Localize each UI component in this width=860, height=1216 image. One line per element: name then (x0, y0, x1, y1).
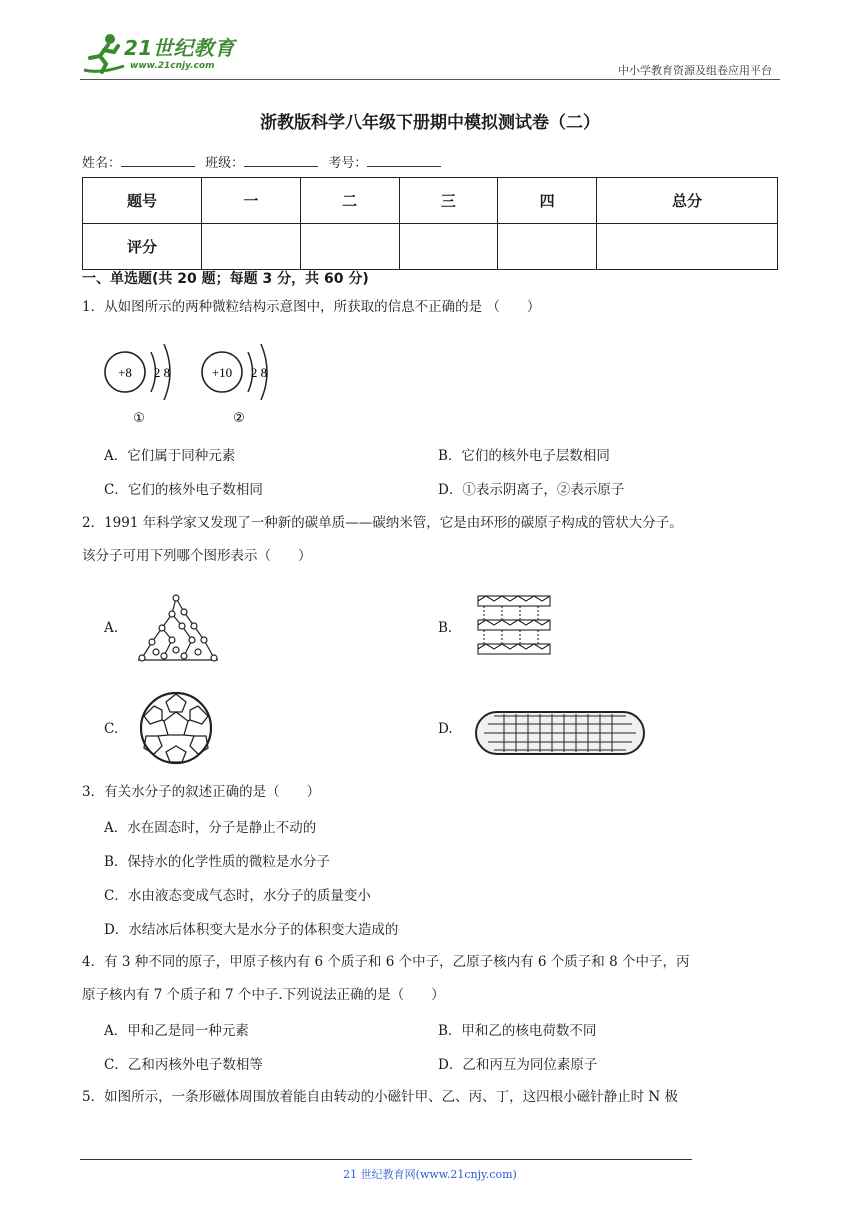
question-2-line-2: 该分子可用下列哪个图形表示（ ） (82, 548, 312, 564)
graphite-layer-image (472, 592, 554, 660)
table-header-cell: 总分 (597, 178, 778, 224)
page-title: 浙教版科学八年级下册期中模拟测试卷（二） (260, 113, 600, 133)
atom-1-label: ① (133, 411, 145, 426)
class-field[interactable] (244, 154, 318, 167)
atom-2 (202, 344, 267, 426)
table-row (83, 178, 778, 224)
fullerene-c60-image (136, 690, 216, 766)
atom-structure-diagram (100, 340, 300, 430)
q1-option-c[interactable]: C．它们的核外电子数相同 (104, 482, 263, 498)
class-label: 班级： (205, 156, 245, 171)
q1-option-a[interactable]: A．它们属于同种元素 (104, 448, 236, 464)
section-heading: 一、单选题(共 20 题；每题 3 分，共 60 分) (82, 271, 369, 287)
q3-option-c[interactable]: C．水由液态变成气态时，水分子的质量变小 (104, 888, 371, 904)
table-header-cell: 题号 (83, 178, 202, 224)
runner-logo-icon (80, 30, 130, 78)
q2-option-a[interactable]: A. (104, 620, 119, 636)
name-field[interactable] (121, 154, 195, 167)
q4-option-a[interactable]: A．甲和乙是同一种元素 (104, 1023, 249, 1039)
question-5-line-1: 5．如图所示，一条形磁体周围放着能自由转动的小磁针甲、乙、丙、丁，这四根小磁针静止时 N 极 (82, 1089, 678, 1105)
score-table (82, 177, 778, 270)
exam-no-field[interactable] (367, 154, 441, 167)
score-row-label: 评分 (83, 224, 202, 270)
atom-1-nucleus: +8 (118, 365, 132, 380)
platform-label: 中小学教育资源及组卷应用平台 (618, 64, 772, 77)
q2-option-b[interactable]: B. (438, 620, 453, 636)
logo-text: 21世纪教育 (124, 36, 235, 60)
logo-url: www.21cnjy.com (130, 61, 215, 71)
question-1-text: 1．从如图所示的两种微粒结构示意图中，所获取的信息不正确的是 （ ） (82, 299, 541, 315)
q4-option-c[interactable]: C．乙和丙核外电子数相等 (104, 1057, 263, 1073)
question-3-text: 3．有关水分子的叙述正确的是（ ） (82, 784, 321, 800)
atom-2-label: ② (233, 411, 245, 426)
atom-2-shells: 2 8 (250, 365, 268, 380)
question-4-line-2: 原子核内有 7 个质子和 7 个中子.下列说法正确的是（ ） (82, 987, 445, 1003)
q1-option-d[interactable]: D．①表示阴离子，②表示原子 (438, 482, 625, 498)
table-header-cell: 二 (300, 178, 399, 224)
table-header-cell: 四 (498, 178, 597, 224)
score-cell[interactable] (597, 224, 778, 270)
question-2-line-1: 2．1991 年科学家又发现了一种新的碳单质——碳纳米管，它是由环形的碳原子构成的管状大分子。 (82, 515, 683, 531)
student-info-line (82, 152, 447, 171)
score-cell[interactable] (300, 224, 399, 270)
q2-option-c[interactable]: C. (104, 721, 119, 737)
atom-2-nucleus: +10 (211, 365, 233, 380)
carbon-nanotube-image (472, 708, 648, 758)
q4-option-d[interactable]: D．乙和丙互为同位素原子 (438, 1057, 598, 1073)
footer-divider (80, 1159, 692, 1160)
header-divider (80, 79, 780, 80)
score-cell[interactable] (399, 224, 498, 270)
name-label: 姓名： (82, 156, 122, 171)
atom-1 (105, 344, 170, 426)
table-header-cell: 三 (399, 178, 498, 224)
score-cell[interactable] (202, 224, 301, 270)
table-row (83, 224, 778, 270)
score-cell[interactable] (498, 224, 597, 270)
diamond-lattice-image (134, 592, 224, 668)
q1-option-b[interactable]: B．它们的核外电子层数相同 (438, 448, 610, 464)
q3-option-b[interactable]: B．保持水的化学性质的微粒是水分子 (104, 854, 330, 870)
q3-option-d[interactable]: D．水结冰后体积变大是水分子的体积变大造成的 (104, 922, 399, 938)
q2-option-d[interactable]: D. (438, 721, 453, 737)
atom-1-shells: 2 8 (153, 365, 171, 380)
table-header-cell: 一 (202, 178, 301, 224)
q4-option-b[interactable]: B．甲和乙的核电荷数不同 (438, 1023, 597, 1039)
question-4-line-1: 4．有 3 种不同的原子，甲原子核内有 6 个质子和 6 个中子，乙原子核内有 6 个质子和 8 个中子，丙 (82, 954, 690, 970)
exam-no-label: 考号： (328, 156, 368, 171)
q3-option-a[interactable]: A．水在固态时，分子是静止不动的 (104, 820, 317, 836)
footer-link[interactable]: 21 世纪教育网(www.21cnjy.com) (343, 1168, 517, 1181)
